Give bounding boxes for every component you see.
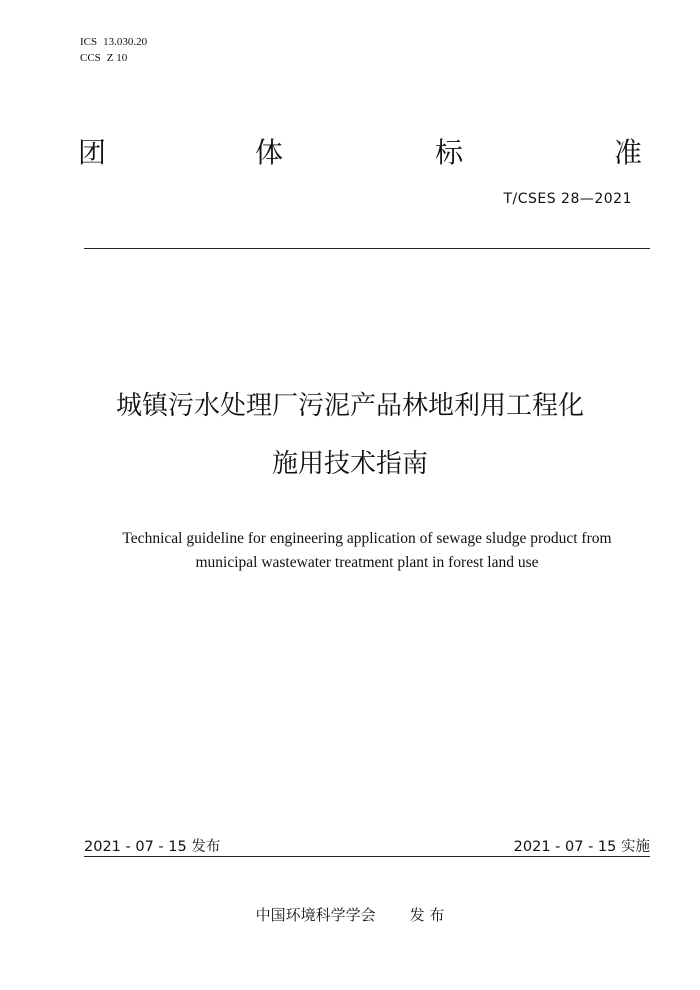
ics-label: ICS (80, 36, 98, 48)
title-en (90, 527, 644, 575)
publisher-line (0, 904, 700, 925)
standard-type-char-4: 准 (614, 136, 643, 169)
title-en-line-2: municipal wastewater treatment plant in forest land use (195, 554, 539, 571)
header-divider (84, 248, 650, 249)
ics-line (80, 34, 147, 50)
publisher-action: 发 布 (409, 906, 445, 924)
standard-type-char-2: 体 (255, 136, 284, 169)
standard-code: T/CSES 28—2021 (503, 191, 632, 207)
ccs-line (80, 50, 147, 66)
title-cn-line-2: 施用技术指南 (271, 449, 428, 479)
ics-value: 13.030.20 (103, 36, 148, 48)
standard-type-char-3: 标 (435, 136, 464, 169)
implementation-date: 2021 - 07 - 15 实施 (513, 839, 650, 855)
footer-divider (84, 856, 650, 857)
ccs-label: CCS (80, 52, 101, 64)
ccs-value: Z 10 (106, 52, 128, 64)
issue-date: 2021 - 07 - 15 发布 (84, 839, 221, 855)
title-cn-line-1: 城镇污水处理厂污泥产品林地利用工程化 (115, 391, 584, 421)
title-en-line-1: Technical guideline for engineering application of sewage sludge product from (122, 530, 612, 547)
publisher-name: 中国环境科学学会 (255, 906, 376, 924)
classification-block (80, 34, 147, 66)
standard-type-char-1: 团 (78, 136, 107, 169)
